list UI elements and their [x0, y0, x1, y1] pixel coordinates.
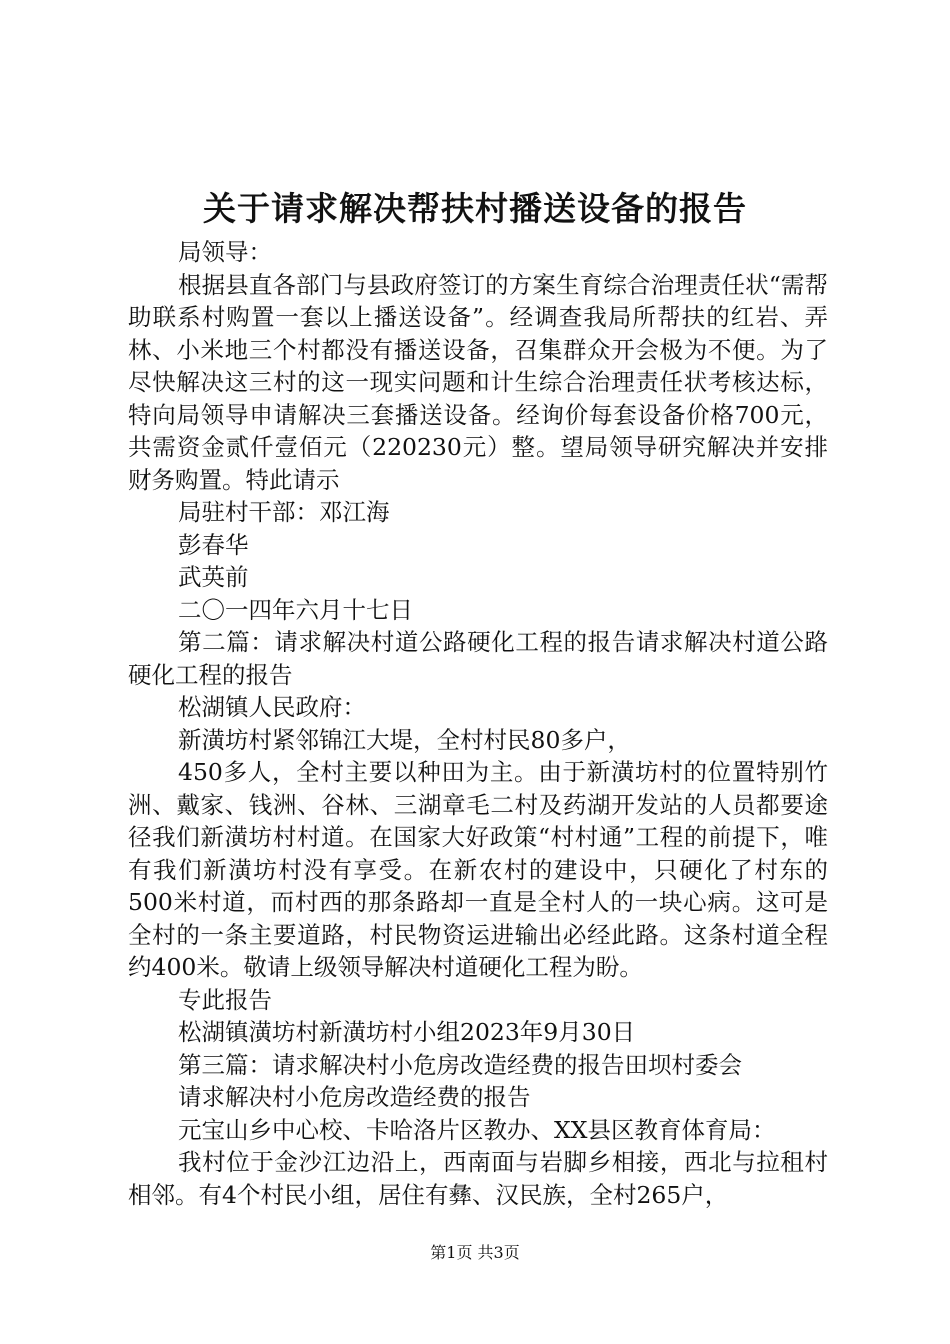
subtitle-line: 请求解决村小危房改造经费的报告: [178, 1083, 531, 1111]
body-paragraph: 450多人，全村主要以种田为主。由于新潢坊村的位置特别竹洲、戴家、钱洲、谷林、三湖章毛二村及药湖开发站的人员都要途径我们新潢坊村村道。在国家大好政策“村村通”工程的前提下，唯有我们新潢坊村没有享受。在新农村的建设中，只硬化了村东的500米村道，而村西的那条路却一直是全村人的一块心病。这可是全村的一条主要道路，村民物资运进输出必经此路。这条村道全程约400米。敬请上级领导解决村道硬化工程为盼。: [128, 758, 828, 981]
salutation: 元宝山乡中心校、卡哈洛片区教办、XX县区教育体育局：: [178, 1115, 776, 1144]
document-title: 关于请求解决帮扶村播送设备的报告: [203, 189, 747, 228]
body-paragraph: 新潢坊村紧邻锦江大堤，全村村民80多户，: [178, 725, 631, 754]
closing-line: 专此报告: [178, 985, 272, 1014]
date-line: 二〇一四年六月十七日: [178, 595, 413, 624]
page-footer: 第1页 共3页: [430, 1243, 520, 1262]
signature-line: 彭春华: [178, 530, 249, 559]
signature-line: 局驻村干部：邓江海: [178, 498, 390, 526]
body-paragraph: 我村位于金沙江边沿上，西南面与岩脚乡相接，西北与拉租村相邻。有4个村民小组，居住有彝、汉民族，全村265户，: [128, 1148, 828, 1209]
section-heading: 第二篇：请求解决村道公路硬化工程的报告请求解决村道公路硬化工程的报告: [128, 628, 828, 689]
signature-date-line: 松湖镇潢坊村新潢坊村小组2023年9月30日: [178, 1018, 636, 1046]
section-heading: 第三篇：请求解决村小危房改造经费的报告田坝村委会: [178, 1050, 742, 1079]
body-paragraph: 根据县直各部门与县政府签订的方案生育综合治理责任状“需帮助联系村购置一套以上播送设备”。经调查我局所帮扶的红岩、弄林、小米地三个村都没有播送设备，召集群众开会极为不便。为了尽快解决这三村的这一现实问题和计生综合治理责任状考核达标，特向局领导申请解决三套播送设备。经询价每套设备价格700元，共需资金贰仟壹佰元（220230元）整。望局领导研究解决并安排财务购置。特此请示: [128, 270, 828, 494]
salutation: 局领导：: [178, 238, 272, 266]
document-body: [128, 236, 828, 1211]
signature-line: 武英前: [178, 563, 249, 591]
salutation: 松湖镇人民政府：: [178, 693, 366, 721]
